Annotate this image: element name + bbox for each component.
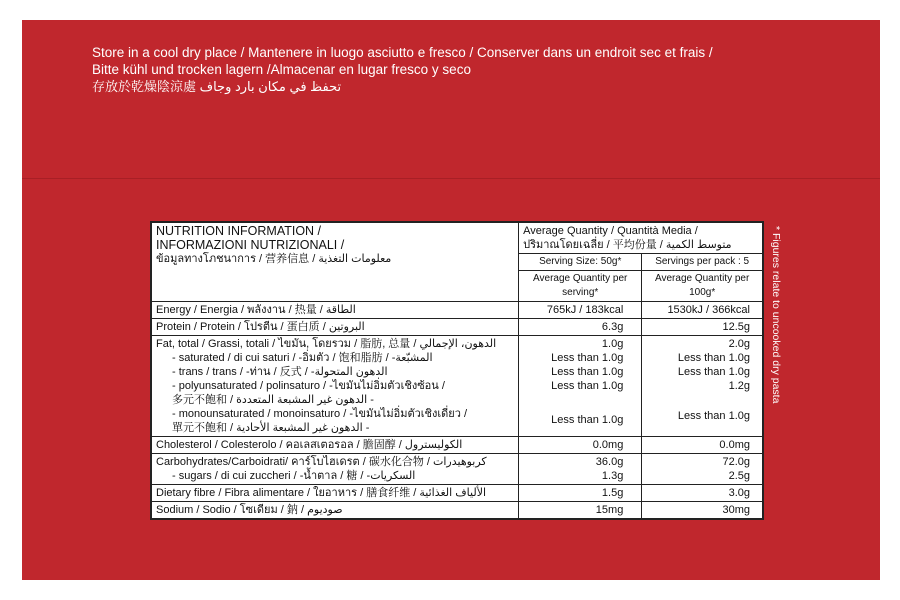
servings-per-pack: Servings per pack : 5 — [642, 254, 763, 271]
table-header-row — [151, 222, 763, 254]
saturated-per100: Less than 1.0g — [677, 352, 750, 364]
fat-labels-cell — [151, 336, 519, 437]
saturated-label: - saturated / di cui saturi / -อิ่มตัว / 饱和脂肪 / -المشبّعة — [172, 352, 433, 364]
fat-total-label: Fat, total / Grassi, totali / ไขมัน, โดยรวม / 脂肪, 总量 / الدهون، الإجمالي — [156, 338, 497, 350]
trans-serving: Less than 1.0g — [551, 366, 624, 378]
spacer — [523, 393, 623, 407]
fat-total-per100: 2.0g — [728, 338, 750, 350]
table-title-line-3: ข้อมูลทางโภชนาการ / 营养信息 / معلومات التغذية — [156, 253, 392, 265]
fibre-label: Dietary fibre / Fibra alimentare / ใยอาหาร / 膳食纤维 / الألياف الغذائية — [151, 485, 519, 502]
nutrition-table — [150, 221, 764, 520]
serving-size: Serving Size: 50g* — [519, 254, 642, 271]
carbohydrates-serving: 36.0g — [595, 456, 624, 468]
saturated-serving: Less than 1.0g — [551, 352, 624, 364]
energy-serving: 765kJ / 183kcal — [519, 302, 642, 319]
protein-serving: 6.3g — [519, 319, 642, 336]
table-row-fibre — [151, 485, 763, 502]
protein-label: Protein / Protein / โปรตีน / 蛋白质 / البروتين — [151, 319, 519, 336]
cholesterol-serving: 0.0mg — [519, 437, 642, 454]
polyunsaturated-per100: 1.2g — [728, 380, 750, 392]
carbohydrates-label: Carbohydrates/Carboidrati/ คาร์โบไฮเดรต / 碳水化合物 / كربوهيدرات — [156, 456, 487, 468]
polyunsaturated-label-1: - polyunsaturated / polinsaturo / -ไขมันไม่อิ่มตัวเชิงซ้อน / — [172, 380, 445, 392]
spacer — [646, 393, 750, 407]
table-row-protein — [151, 319, 763, 336]
panel-divider — [22, 178, 880, 179]
energy-per100: 1530kJ / 366kcal — [642, 302, 763, 319]
energy-label: Energy / Energia / พลังงาน / 热量 / الطاقة — [151, 302, 519, 319]
table-title-line-2: INFORMAZIONI NUTRIZIONALI / — [156, 238, 345, 252]
sugars-serving: 1.3g — [601, 470, 624, 482]
table-row-energy — [151, 302, 763, 319]
sodium-per100: 30mg — [642, 502, 763, 520]
sodium-label: Sodium / Sodio / โซเดียม / 鈉 / صوديوم — [151, 502, 519, 520]
avg-quantity-header — [519, 222, 763, 254]
sodium-serving: 15mg — [519, 502, 642, 520]
table-row-cholesterol — [151, 437, 763, 454]
avg-quantity-line-1: Average Quantity / Quantità Media / — [523, 225, 698, 237]
protein-per100: 12.5g — [642, 319, 763, 336]
storage-line-1: Store in a cool dry place / Mantenere in luogo asciutto e fresco / Conserver dans un endroit sec et frais / — [92, 45, 713, 60]
per-serving-heading: Average Quantity per serving* — [519, 271, 642, 302]
polyunsaturated-serving: Less than 1.0g — [551, 380, 624, 392]
fat-serving-cell — [519, 336, 642, 437]
table-title-cell — [151, 222, 519, 302]
monounsaturated-per100: Less than 1.0g — [677, 410, 750, 422]
table-row-sodium — [151, 502, 763, 520]
table-row-carbohydrates — [151, 454, 763, 485]
per-100g-heading: Average Quantity per 100g* — [642, 271, 763, 302]
trans-per100: Less than 1.0g — [677, 366, 750, 378]
cholesterol-label: Cholesterol / Colesterolo / คอเลสเตอรอล / 膽固醇 / الكوليسترول — [151, 437, 519, 454]
sugars-per100: 2.5g — [728, 470, 750, 482]
fat-total-serving: 1.0g — [601, 338, 624, 350]
carb-per100-cell — [642, 454, 763, 485]
sugars-label: - sugars / di cui zuccheri / -น้ำตาล / 糖 / -السكريات — [172, 470, 416, 482]
table-title-line-1: NUTRITION INFORMATION / — [156, 224, 322, 238]
fat-per100-cell — [642, 336, 763, 437]
avg-quantity-line-2: ปริมาณโดยเฉลี่ย / 平均份量 / متوسط الكمية — [523, 239, 732, 251]
monounsaturated-label-1: - monounsaturated / monoinsaturo / -ไขมันไม่อิ่มตัวเชิงเดี่ยว / — [172, 408, 468, 420]
storage-line-2: Bitte kühl und trocken lagern /Almacenar en lugar fresco y seco — [92, 62, 471, 77]
trans-label: - trans / trans / -ท่าน / 反式 / -الدهون المتحولة — [172, 366, 388, 378]
carb-serving-cell — [519, 454, 642, 485]
polyunsaturated-label-2: 多元不飽和 / الدهون غير المشبعة المتعددة - — [172, 394, 374, 406]
carbohydrates-per100: 72.0g — [722, 456, 750, 468]
fibre-serving: 1.5g — [519, 485, 642, 502]
monounsaturated-serving: Less than 1.0g — [551, 414, 624, 426]
cholesterol-per100: 0.0mg — [642, 437, 763, 454]
figures-note: * Figures relate to uncooked dry pasta — [770, 226, 782, 404]
fibre-per100: 3.0g — [642, 485, 763, 502]
storage-instructions — [92, 44, 852, 95]
monounsaturated-label-2: 單元不飽和 / الدهون غير المشبعة الأحادية - — [172, 422, 370, 434]
carb-labels-cell — [151, 454, 519, 485]
table-row-fat — [151, 336, 763, 437]
storage-line-3: 存放於乾燥陰涼處 تحفظ في مكان بارد وجاف — [92, 79, 342, 94]
